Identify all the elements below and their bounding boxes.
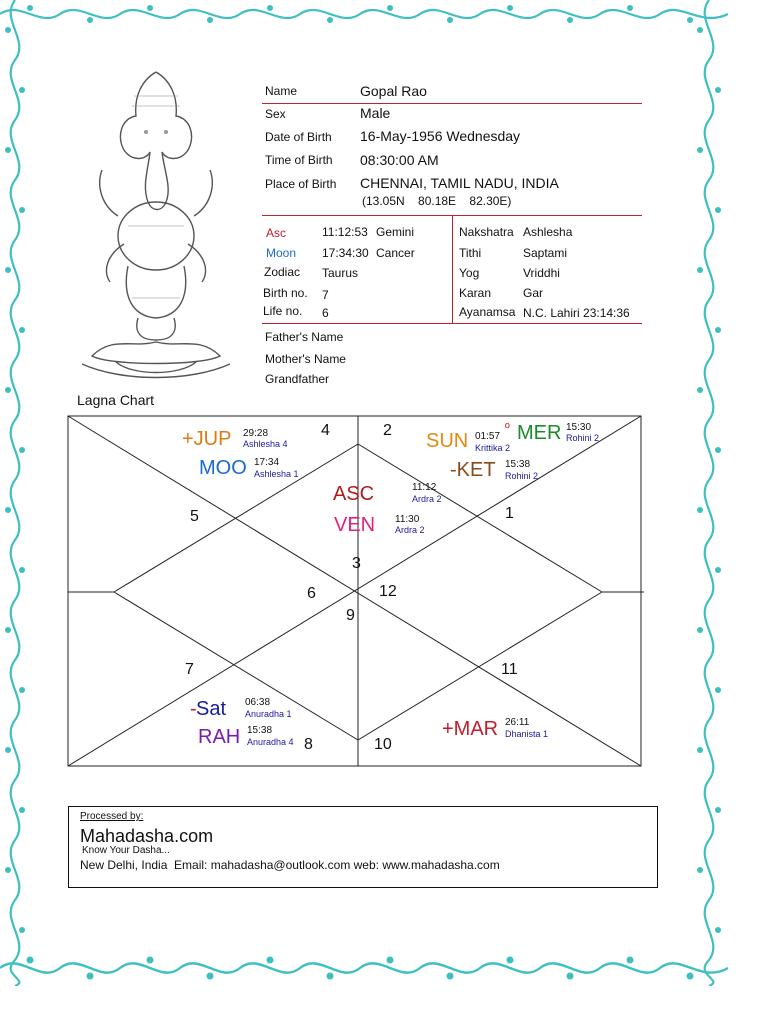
decorative-border-top xyxy=(0,0,728,28)
sex-value: Male xyxy=(360,105,391,121)
planet-jupiter: +JUP xyxy=(182,428,232,450)
decorative-border-right xyxy=(690,0,728,986)
decorative-border-bottom xyxy=(0,950,728,986)
house-number: 7 xyxy=(185,661,194,678)
asc-label: Asc xyxy=(266,226,287,240)
ayanamsa-label: Ayanamsa xyxy=(459,305,516,319)
dob-value: 16-May-1956 Wednesday xyxy=(360,128,521,144)
house-number: 9 xyxy=(346,607,355,624)
yog-value: Vriddhi xyxy=(523,266,560,280)
house-number: 4 xyxy=(321,422,330,439)
house-number: 8 xyxy=(304,736,313,753)
mother-label: Mother's Name xyxy=(265,352,346,366)
planet-moon: MOO xyxy=(199,457,247,479)
house-number: 10 xyxy=(374,736,392,753)
house-number: 2 xyxy=(383,422,392,439)
name-value: Gopal Rao xyxy=(360,83,427,99)
house-number: 12 xyxy=(379,583,397,600)
life-no-value: 6 xyxy=(322,306,329,320)
planet-mars: +MAR xyxy=(442,718,499,740)
contact-info: New Delhi, India Email: mahadasha@outlook.com web: www.mahadasha.com xyxy=(80,858,500,872)
pob-value: CHENNAI, TAMIL NADU, INDIA xyxy=(360,175,559,191)
karan-label: Karan xyxy=(459,286,492,300)
house-number: 6 xyxy=(307,585,316,602)
moon-label: Moon xyxy=(266,246,297,260)
planet-mercury: MER xyxy=(517,422,562,444)
yog-label: Yog xyxy=(459,266,480,280)
moon-time: 17:34:30 xyxy=(322,246,369,260)
house-number: 3 xyxy=(352,555,361,572)
ayanamsa-value: N.C. Lahiri 23:14:36 xyxy=(523,306,630,320)
planet-degree: 17:34 xyxy=(254,457,280,468)
planet-nakshatra: Ashlesha 4 xyxy=(243,439,288,449)
ganesha-illustration xyxy=(62,66,250,384)
page-margin xyxy=(728,0,768,1024)
nakshatra-label: Nakshatra xyxy=(459,225,514,239)
combust-mark: º xyxy=(505,420,510,435)
planet-degree: 06:38 xyxy=(245,697,271,708)
tagline: Know Your Dasha... xyxy=(82,845,170,856)
asc-sign: Gemini xyxy=(376,225,415,239)
planet-nakshatra: Rohini 2 xyxy=(566,433,600,443)
divider xyxy=(262,103,642,104)
lagna-chart-grid xyxy=(66,414,646,770)
planet-nakshatra: Anuradha 1 xyxy=(245,709,292,719)
planet-degree: 15:30 xyxy=(566,422,592,433)
planet-nakshatra: Ashlesha 1 xyxy=(254,469,299,479)
nakshatra-value: Ashlesha xyxy=(523,225,573,239)
tob-label: Time of Birth xyxy=(265,153,333,167)
divider xyxy=(262,323,642,324)
coordinates: (13.05N 80.18E 82.30E) xyxy=(362,194,512,208)
planet-degree: 15:38 xyxy=(505,459,531,470)
planet-rahu: RAH xyxy=(198,726,241,748)
dob-label: Date of Birth xyxy=(265,130,332,144)
planet-nakshatra: Krittika 2 xyxy=(475,443,511,453)
asc-time: 11:12:53 xyxy=(322,225,368,239)
planet-nakshatra: Dhanista 1 xyxy=(505,729,549,739)
grandfather-label: Grandfather xyxy=(265,372,330,386)
planet-saturn: Sat xyxy=(196,698,227,720)
house-number: 1 xyxy=(505,505,514,522)
father-label: Father's Name xyxy=(265,330,344,344)
planet-sun: SUN xyxy=(426,430,469,452)
zodiac-value: Taurus xyxy=(322,266,359,280)
moon-sign: Cancer xyxy=(376,246,415,260)
planet-nakshatra: Ardra 2 xyxy=(395,525,425,535)
tob-value: 08:30:00 AM xyxy=(360,152,439,168)
planet-retro-mark: - xyxy=(190,698,197,720)
planet-degree: 11:12 xyxy=(412,482,437,493)
life-no-label: Life no. xyxy=(263,304,303,318)
processed-by-label: Processed by: xyxy=(80,811,144,822)
birth-no-label: Birth no. xyxy=(263,286,308,300)
decorative-border-left xyxy=(0,0,30,986)
planet-degree: 26:11 xyxy=(505,717,530,728)
planet-degree: 11:30 xyxy=(395,514,420,525)
planet-nakshatra: Anuradha 4 xyxy=(247,737,294,747)
house-number: 11 xyxy=(501,661,518,678)
planet-degree: 29:28 xyxy=(243,428,269,439)
planet-nakshatra: Ardra 2 xyxy=(412,494,442,504)
planet-venus: VEN xyxy=(334,514,376,536)
planet-degree: 15:38 xyxy=(247,725,273,736)
tithi-label: Tithi xyxy=(459,246,482,260)
karan-value: Gar xyxy=(523,286,544,300)
planet-degree: 01:57 xyxy=(475,431,501,442)
sex-label: Sex xyxy=(265,107,286,121)
divider xyxy=(452,215,453,324)
tithi-value: Saptami xyxy=(523,246,568,260)
chart-title: Lagna Chart xyxy=(77,392,155,408)
birth-no-value: 7 xyxy=(322,288,329,302)
planet-ketu: -KET xyxy=(450,459,496,481)
pob-label: Place of Birth xyxy=(265,177,337,191)
zodiac-label: Zodiac xyxy=(264,265,301,279)
planet-nakshatra: Rohini 2 xyxy=(505,471,539,481)
name-label: Name xyxy=(265,84,298,98)
house-number: 5 xyxy=(190,508,199,525)
company-name: Mahadasha.com xyxy=(80,826,214,846)
planet-ascendant: ASC xyxy=(333,483,375,505)
